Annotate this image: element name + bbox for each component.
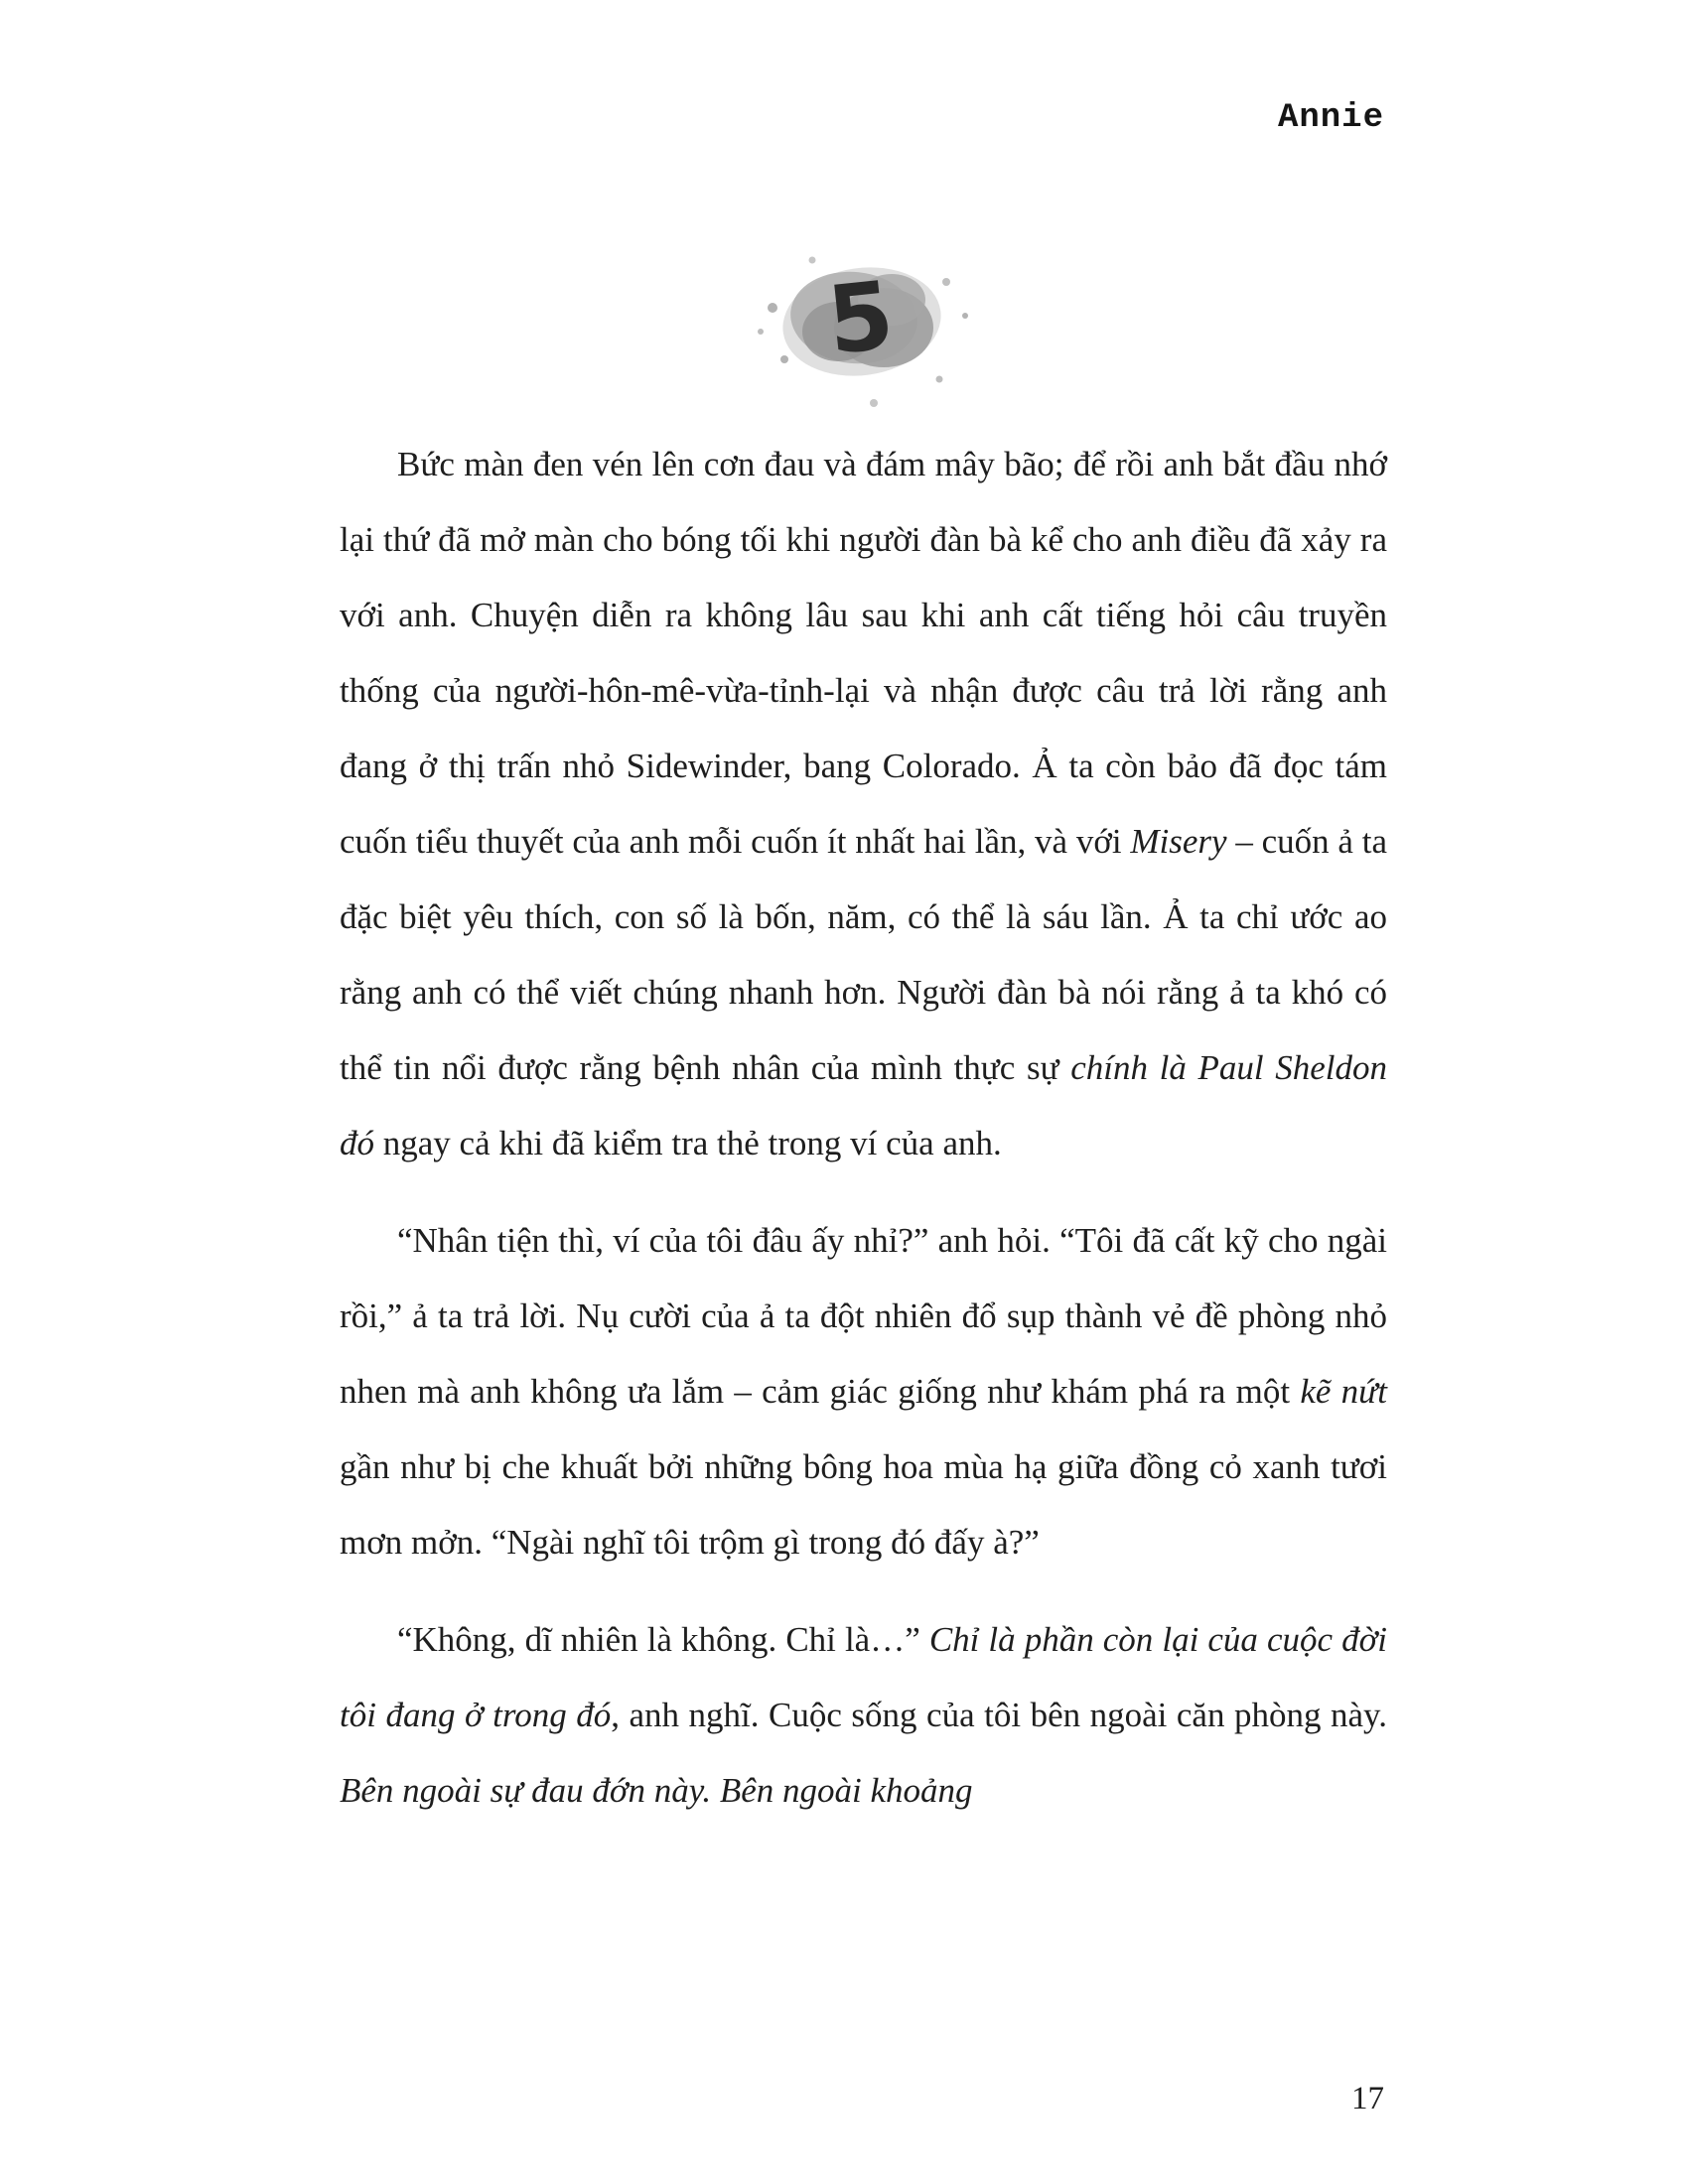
chapter-number: 5 <box>822 261 899 376</box>
text-segment: “Nhân tiện thì, ví của tôi đâu ấy nhỉ?” anh hỏi. “Tôi đã cất kỹ cho ngài rồi,” ả ta trả lời. Nụ cười của ả ta đột nhiên đổ sụp thành vẻ đề phòng nhỏ nhen mà anh không ưa lắm – cảm giác giống như khám phá ra một <box>340 1221 1387 1411</box>
italic-text-segment: Bên ngoài sự đau đớn này. Bên ngoài khoảng <box>340 1771 973 1810</box>
text-segment: Bức màn đen vén lên cơn đau và đám mây bão; để rồi anh bắt đầu nhớ lại thứ đã mở màn cho bóng tối khi người đàn bà kể cho anh điều đã xảy ra với anh. Chuyện diễn ra không lâu sau khi anh cất tiếng hỏi câu truyền thống của người-hôn-mê-vừa-tỉnh-lại và nhận được câu trả lời rằng anh đang ở thị trấn nhỏ Sidewinder, bang Colorado. Ả ta còn bảo đã đọc tám cuốn tiểu thuyết của anh mỗi cuốn ít nhất hai lần, và với <box>340 445 1387 861</box>
text-segment: gần như bị che khuất bởi những bông hoa mùa hạ giữa đồng cỏ xanh tươi mơn mởn. “Ngài nghĩ tôi trộm gì trong đó đấy à?” <box>340 1447 1387 1562</box>
page-number: 17 <box>1351 2081 1384 2116</box>
text-segment: “Không, dĩ nhiên là không. Chỉ là…” <box>397 1620 929 1659</box>
italic-text-segment: Misery <box>1130 822 1227 861</box>
italic-text-segment: Chỉ là phần còn lại của cuộc đời tôi đang ở trong đó <box>340 1620 1387 1734</box>
paragraph <box>340 427 1387 1181</box>
italic-text-segment: chính là Paul Sheldon đó <box>340 1048 1387 1162</box>
running-header: Annie <box>1277 99 1384 137</box>
body-text <box>340 427 1387 1850</box>
chapter-heading <box>743 230 981 424</box>
text-segment: ngay cả khi đã kiểm tra thẻ trong ví của anh. <box>374 1124 1002 1162</box>
text-segment: , anh nghĩ. Cuộc sống của tôi bên ngoài căn phòng này. <box>611 1696 1387 1734</box>
paragraph <box>340 1203 1387 1580</box>
paragraph <box>340 1602 1387 1829</box>
italic-text-segment: kẽ nứt <box>1300 1372 1387 1411</box>
text-segment: – cuốn ả ta đặc biệt yêu thích, con số là bốn, năm, có thể là sáu lần. Ả ta chỉ ước ao rằng anh có thể viết chúng nhanh hơn. Người đàn bà nói rằng ả ta khó có thể tin nổi được rằng bệnh nhân của mình thực sự <box>340 822 1387 1087</box>
